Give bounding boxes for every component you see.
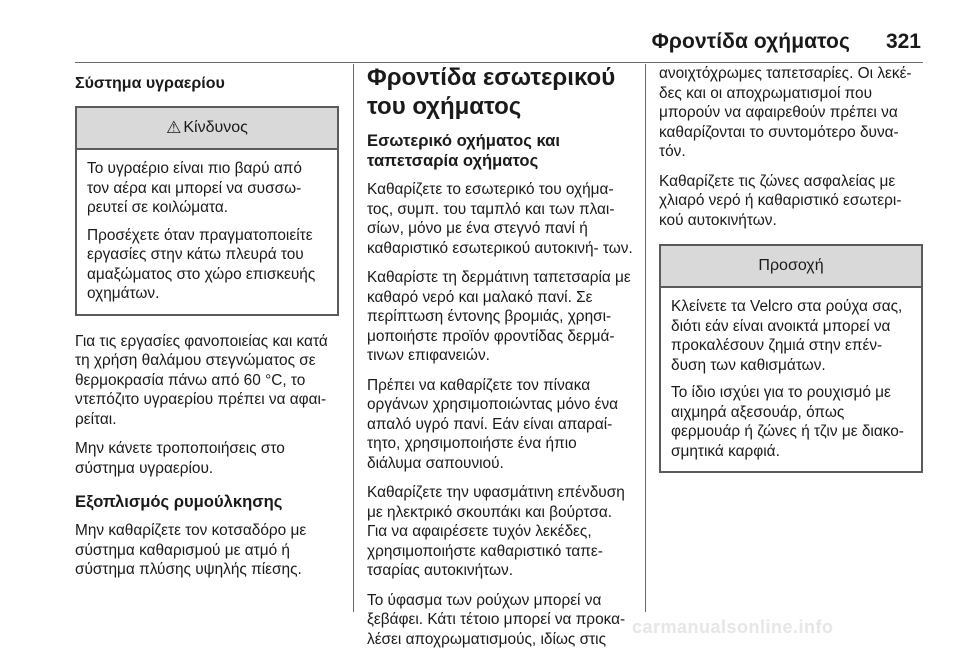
column-left	[75, 64, 339, 590]
body-paragraph: Το ύφασμα των ρούχων μπορεί να ξεβάφει. Κάτι τέτοιο μπορεί να προκα- λέσει αποχρωματισμούς, ιδίως στις	[367, 591, 626, 648]
body-paragraph: Μην καθαρίζετε τον κοτσαδόρο με σύστημα καθαρισμού με ατμό ή σύστημα πλύσης υψηλής πίεσης.	[75, 522, 307, 578]
column-middle	[367, 64, 633, 659]
warning-triangle-icon: ⚠	[166, 118, 182, 137]
column-divider	[353, 64, 354, 612]
danger-paragraph: Προσέχετε όταν πραγματοποιείτε εργασίες στην κάτω πλευρά του αμαξώματος στο χώρο επισκευής οχημάτων.	[87, 226, 316, 302]
body-paragraph: Μην κάνετε τροποποιήσεις στο σύστημα υγραερίου.	[75, 440, 285, 477]
column-divider	[645, 64, 646, 612]
column-right	[659, 64, 923, 473]
danger-box-body	[77, 148, 337, 314]
caution-box-body	[661, 286, 921, 471]
caution-box	[659, 244, 923, 473]
caution-paragraph: Κλείνετε τα Velcro στα ρούχα σας, διότι εάν είναι ανοικτά μπορεί να προκαλέσουν ζημιά στην επέν- δυση των καθισμάτων.	[671, 298, 903, 374]
body-paragraph: ανοιχτόχρωμες ταπετσαρίες. Οι λεκέ- δες και οι αποχρωματισμοί που μπορούν να αφαιρεθούν πρέπει να καθαρίζονται το συντομότερο δυνα- τόν.	[659, 65, 912, 160]
caution-box-header	[661, 246, 921, 286]
body-paragraph: Πρέπει να καθαρίζετε τον πίνακα οργάνων χρησιμοποιώντας μόνο ένα απαλό υγρό πανί. Εάν είναι απαραί- τητο, χρησιμοποιήστε ένα ήπιο διάλυμα σαπουνιού.	[367, 376, 619, 472]
body-paragraph: Καθαρίστε τη δερμάτινη ταπετσαρία με καθαρό νερό και μαλακό πανί. Σε περίπτωση έντονης βρομιάς, χρησι- μοποιήστε προϊόν φροντίδας δερμά- τινων επιφανειών.	[367, 269, 631, 364]
body-paragraph: Για τις εργασίες φανοποιείας και κατά τη χρήση θαλάμου στεγνώματος σε θερμοκρασία πάνω από 60 °C, το ντεπόζιτο υγραερίου πρέπει να αφαι- ρείται.	[75, 332, 328, 428]
body-paragraph: Καθαρίζετε το εσωτερικό του οχήμα- τος, συμπ. του ταμπλό και των πλαι- σίων, μόνο με ένα στεγνό πανί ή καθαριστικό εσωτερικού αυτοκινή- των.	[367, 181, 633, 257]
body-paragraph: Καθαρίζετε τις ζώνες ασφαλείας με χλιαρό νερό ή καθαριστικό εσωτερι- κού αυτοκινήτων.	[659, 172, 902, 229]
danger-box	[75, 106, 339, 316]
caution-box-title: Προσοχή	[758, 257, 824, 274]
watermark: carmanualsonline.info	[632, 617, 834, 637]
chapter-title-interior-care: Φροντίδα εσωτερικού του οχήματος	[367, 64, 616, 120]
page-header-title: Φροντίδα οχήματος	[651, 30, 850, 53]
danger-paragraph: Το υγραέριο είναι πιο βαρύ από τον αέρα και μπορεί να συσσω- ρευτεί σε κοιλώματα.	[87, 160, 302, 216]
subsection-title-towing: Εξοπλισμός ρυμούλκησης	[75, 492, 283, 511]
danger-box-header	[77, 108, 337, 148]
section-title-lpg-system: Σύστημα υγραερίου	[75, 75, 225, 92]
danger-box-title: Κίνδυνος	[183, 119, 248, 136]
page-number: 321	[885, 30, 921, 53]
body-paragraph: Καθαρίζετε την υφασμάτινη επένδυση με ηλεκτρικό σκουπάκι και βούρτσα. Για να αφαιρέσετε τυχόν λεκέδες, χρησιμοποιήστε καθαριστικό ταπε- τσαρίας αυτοκινήτων.	[367, 484, 625, 579]
caution-paragraph: Το ίδιο ισχύει για το ρουχισμό με αιχμηρά αξεσουάρ, όπως φερμουάρ ή ζώνες ή τζιν με διακο- σμητικά καρφιά.	[671, 384, 904, 460]
subsection-title-upholstery: Εσωτερικό οχήματος και ταπετσαρία οχήματος	[367, 131, 560, 170]
